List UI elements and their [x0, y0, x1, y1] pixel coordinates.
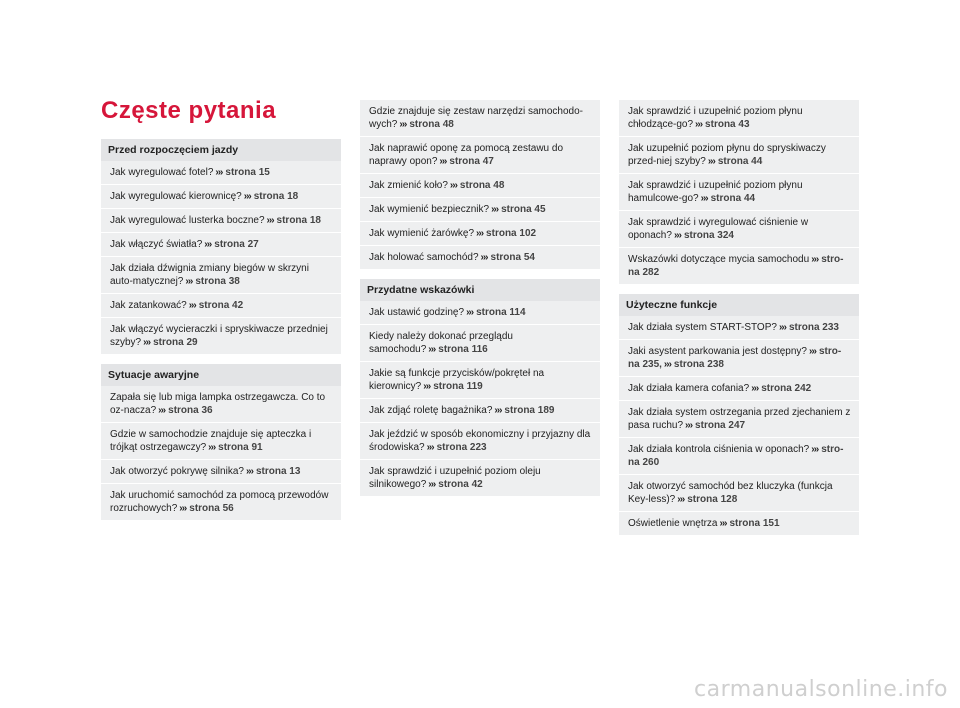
triple-chevron-icon: ››› — [494, 405, 502, 416]
page-reference-link[interactable]: strona 189 — [504, 405, 555, 416]
faq-item[interactable] — [101, 318, 341, 354]
triple-chevron-icon: ››› — [673, 230, 681, 241]
triple-chevron-icon: ››› — [428, 479, 436, 490]
faq-section — [101, 364, 341, 520]
faq-item[interactable] — [101, 209, 341, 232]
faq-item[interactable] — [101, 484, 341, 520]
faq-question: Jak zmienić koło? — [369, 180, 448, 191]
triple-chevron-icon: ››› — [809, 346, 816, 357]
triple-chevron-icon: ››› — [215, 167, 223, 178]
faq-item[interactable] — [101, 257, 341, 293]
page-reference-link[interactable]: strona 38 — [195, 276, 240, 287]
faq-section — [619, 294, 859, 535]
triple-chevron-icon: ››› — [491, 204, 499, 215]
triple-chevron-icon: ››› — [426, 442, 434, 453]
triple-chevron-icon: ››› — [143, 337, 151, 348]
faq-item[interactable] — [101, 294, 341, 317]
page-reference-link[interactable]: strona 47 — [449, 156, 494, 167]
faq-question: Jak wymienić żarówkę? — [369, 228, 475, 239]
page-reference-link[interactable]: strona 27 — [214, 239, 259, 250]
faq-item[interactable] — [360, 222, 600, 245]
page-reference-link[interactable]: strona 44 — [717, 156, 763, 167]
page-reference-link[interactable]: strona 116 — [438, 344, 488, 355]
faq-item[interactable] — [619, 100, 859, 136]
page-reference-link[interactable]: strona 151 — [729, 518, 780, 529]
faq-item[interactable] — [619, 512, 859, 535]
triple-chevron-icon: ››› — [811, 444, 819, 455]
faq-question: Jak otworzyć pokrywę silnika? — [110, 466, 244, 477]
faq-column-2 — [360, 100, 600, 506]
page-reference-link[interactable]: strona 233 — [788, 322, 839, 333]
page-reference-link[interactable]: strona 18 — [276, 215, 321, 226]
faq-item[interactable] — [360, 246, 600, 269]
page-title: Częste pytania — [101, 97, 277, 124]
faq-question: Zapała się lub miga lampka ostrzegawcza. Co to oz-nacza? — [110, 392, 326, 416]
triple-chevron-icon: ››› — [399, 119, 407, 130]
triple-chevron-icon: ››› — [449, 180, 457, 191]
faq-question: Wskazówki dotyczące mycia samochodu — [628, 254, 810, 265]
faq-list — [360, 301, 600, 496]
faq-question: Jak holować samochód? — [369, 252, 479, 263]
faq-item[interactable] — [619, 137, 859, 173]
triple-chevron-icon: ››› — [243, 191, 251, 202]
faq-section — [619, 100, 859, 284]
page-reference-link[interactable]: strona 36 — [168, 405, 213, 416]
page-reference-link[interactable]: stro-na 260 — [628, 444, 844, 468]
faq-question: Jak działa kamera cofania? — [628, 383, 750, 394]
faq-item[interactable] — [619, 248, 859, 284]
page-reference-link[interactable]: strona 324 — [683, 230, 734, 241]
page-reference-link[interactable]: strona 45 — [501, 204, 546, 215]
faq-question: Jak zatankować? — [110, 300, 187, 311]
page-reference-link[interactable]: stro-na 235, — [628, 346, 842, 370]
triple-chevron-icon: ››› — [476, 228, 484, 239]
faq-question: Jak sprawdzić i wyregulować ciśnienie w oponach? — [628, 217, 809, 241]
faq-section — [101, 139, 341, 354]
faq-question: Jak uruchomić samochód za pomocą przewodów rozruchowych? — [110, 490, 329, 514]
faq-question: Jak sprawdzić i uzupełnić poziom płynu hamulcowe-go? — [628, 180, 803, 204]
faq-item[interactable] — [619, 475, 859, 511]
triple-chevron-icon: ››› — [685, 420, 693, 431]
triple-chevron-icon: ››› — [466, 307, 474, 318]
page-reference-link[interactable]: strona 91 — [218, 442, 263, 453]
faq-question: Jak działa system ostrzegania przed zjechaniem z pasa ruchu? — [628, 407, 851, 431]
faq-item[interactable] — [101, 161, 341, 184]
faq-question: Jak działa system START-STOP? — [628, 322, 777, 333]
faq-item[interactable] — [101, 460, 341, 483]
page-reference-link[interactable]: strona 13 — [255, 466, 301, 477]
faq-item[interactable] — [360, 325, 600, 361]
triple-chevron-icon: ››› — [245, 466, 253, 477]
page-reference-link[interactable]: strona 56 — [189, 503, 234, 514]
page-reference-link[interactable]: strona 43 — [705, 119, 750, 130]
faq-question: Gdzie w samochodzie znajduje się apteczka i trójkąt ostrzegawczy? — [110, 429, 312, 453]
faq-item[interactable] — [360, 362, 600, 398]
page-reference-link[interactable]: strona 44 — [710, 193, 756, 204]
faq-question: Kiedy należy dokonać przeglądu samochodu? — [369, 331, 513, 355]
triple-chevron-icon: ››› — [719, 518, 727, 529]
triple-chevron-icon: ››› — [204, 239, 212, 250]
faq-question: Jak sprawdzić i uzupełnić poziom płynu chłodzące-go? — [628, 106, 803, 130]
faq-question: Jak uzupełnić poziom płynu do spryskiwaczy przed-niej szyby? — [628, 143, 826, 167]
faq-list — [101, 386, 341, 520]
triple-chevron-icon: ››› — [751, 383, 759, 394]
faq-question: Jak wyregulować kierownicę? — [110, 191, 242, 202]
page-reference-link[interactable]: strona 48 — [459, 180, 505, 191]
faq-list — [360, 100, 600, 269]
page-reference-link[interactable]: strona 54 — [490, 252, 535, 263]
triple-chevron-icon: ››› — [695, 119, 703, 130]
faq-question: Jak wyregulować fotel? — [110, 167, 214, 178]
watermark: carmanualsonline.info — [694, 677, 948, 702]
page-reference-link[interactable]: strona 119 — [433, 381, 483, 392]
page-reference-link[interactable]: strona 15 — [225, 167, 270, 178]
triple-chevron-icon: ››› — [700, 193, 708, 204]
faq-item[interactable] — [360, 423, 600, 459]
triple-chevron-icon: ››› — [778, 322, 786, 333]
faq-question: Jak jeździć w sposób ekonomiczny i przyjazny dla środowiska? — [369, 429, 591, 453]
faq-item[interactable] — [619, 438, 859, 474]
faq-item[interactable] — [360, 198, 600, 221]
faq-item[interactable] — [101, 386, 341, 422]
triple-chevron-icon: ››› — [188, 300, 196, 311]
faq-item[interactable] — [101, 233, 341, 256]
faq-list — [619, 100, 859, 284]
faq-item[interactable] — [619, 401, 859, 437]
triple-chevron-icon: ››› — [663, 359, 671, 370]
triple-chevron-icon: ››› — [208, 442, 216, 453]
page-reference-link[interactable]: strona 29 — [153, 337, 198, 348]
section-heading: Przydatne wskazówki — [360, 279, 600, 301]
faq-question: Jak włączyć wycieraczki i spryskiwacze przedniej szyby? — [110, 324, 328, 348]
faq-list — [619, 316, 859, 535]
faq-section — [360, 100, 600, 269]
faq-item[interactable] — [619, 316, 859, 339]
page-reference-link[interactable]: strona 238 — [673, 359, 724, 370]
page-reference-link[interactable]: strona 242 — [761, 383, 812, 394]
faq-column-1 — [101, 139, 341, 530]
triple-chevron-icon: ››› — [428, 344, 436, 355]
faq-item[interactable] — [360, 174, 600, 197]
faq-column-3 — [619, 100, 859, 545]
faq-question: Jak otworzyć samochód bez kluczyka (funkcja Key-less)? — [628, 481, 833, 505]
faq-question: Jaki asystent parkowania jest dostępny? — [628, 346, 807, 357]
triple-chevron-icon: ››› — [707, 156, 715, 167]
faq-question: Oświetlenie wnętrza — [628, 518, 718, 529]
faq-item[interactable] — [619, 377, 859, 400]
triple-chevron-icon: ››› — [811, 254, 819, 265]
faq-question: Jakie są funkcje przycisków/pokręteł na kierownicy? — [369, 368, 545, 392]
faq-item[interactable] — [619, 211, 859, 247]
faq-section — [360, 279, 600, 496]
triple-chevron-icon: ››› — [677, 494, 685, 505]
section-heading: Sytuacje awaryjne — [101, 364, 341, 386]
faq-question: Jak włączyć światła? — [110, 239, 203, 250]
faq-item[interactable] — [360, 399, 600, 422]
page-reference-link[interactable]: strona 223 — [436, 442, 487, 453]
faq-item[interactable] — [101, 423, 341, 459]
faq-question: Jak działa kontrola ciśnienia w oponach? — [628, 444, 810, 455]
faq-item[interactable] — [101, 185, 341, 208]
page-reference-link[interactable]: stro-na 282 — [628, 254, 844, 278]
faq-item[interactable] — [619, 340, 859, 376]
triple-chevron-icon: ››› — [423, 381, 431, 392]
faq-list — [101, 161, 341, 354]
triple-chevron-icon: ››› — [439, 156, 447, 167]
page-reference-link[interactable]: strona 18 — [253, 191, 299, 202]
faq-item[interactable] — [360, 100, 600, 136]
section-heading: Przed rozpoczęciem jazdy — [101, 139, 341, 161]
section-heading: Użyteczne funkcje — [619, 294, 859, 316]
faq-question: Jak naprawić oponę za pomocą zestawu do naprawy opon? — [369, 143, 564, 167]
page-reference-link[interactable]: strona 102 — [486, 228, 537, 239]
faq-question: Jak ustawić godzinę? — [369, 307, 465, 318]
triple-chevron-icon: ››› — [158, 405, 166, 416]
page-reference-link[interactable]: strona 128 — [687, 494, 738, 505]
faq-question: Jak wymienić bezpiecznik? — [369, 204, 490, 215]
page-reference-link[interactable]: strona 247 — [695, 420, 746, 431]
triple-chevron-icon: ››› — [179, 503, 187, 514]
faq-question: Gdzie znajduje się zestaw narzędzi samochodo-wych? — [369, 106, 583, 130]
triple-chevron-icon: ››› — [185, 276, 193, 287]
triple-chevron-icon: ››› — [480, 252, 488, 263]
faq-question: Jak zdjąć roletę bagażnika? — [369, 405, 493, 416]
page-reference-link[interactable]: strona 42 — [198, 300, 244, 311]
page-reference-link[interactable]: strona 114 — [476, 307, 526, 318]
faq-question: Jak wyregulować lusterka boczne? — [110, 215, 265, 226]
faq-item[interactable] — [360, 301, 600, 324]
faq-question: Jak sprawdzić i uzupełnić poziom oleju silnikowego? — [369, 466, 541, 490]
faq-item[interactable] — [619, 174, 859, 210]
faq-question: Jak działa dźwignia zmiany biegów w skrzyni auto-matycznej? — [110, 263, 309, 287]
triple-chevron-icon: ››› — [266, 215, 274, 226]
page-reference-link[interactable]: strona 42 — [438, 479, 483, 490]
faq-item[interactable] — [360, 137, 600, 173]
page-reference-link[interactable]: strona 48 — [409, 119, 454, 130]
faq-item[interactable] — [360, 460, 600, 496]
